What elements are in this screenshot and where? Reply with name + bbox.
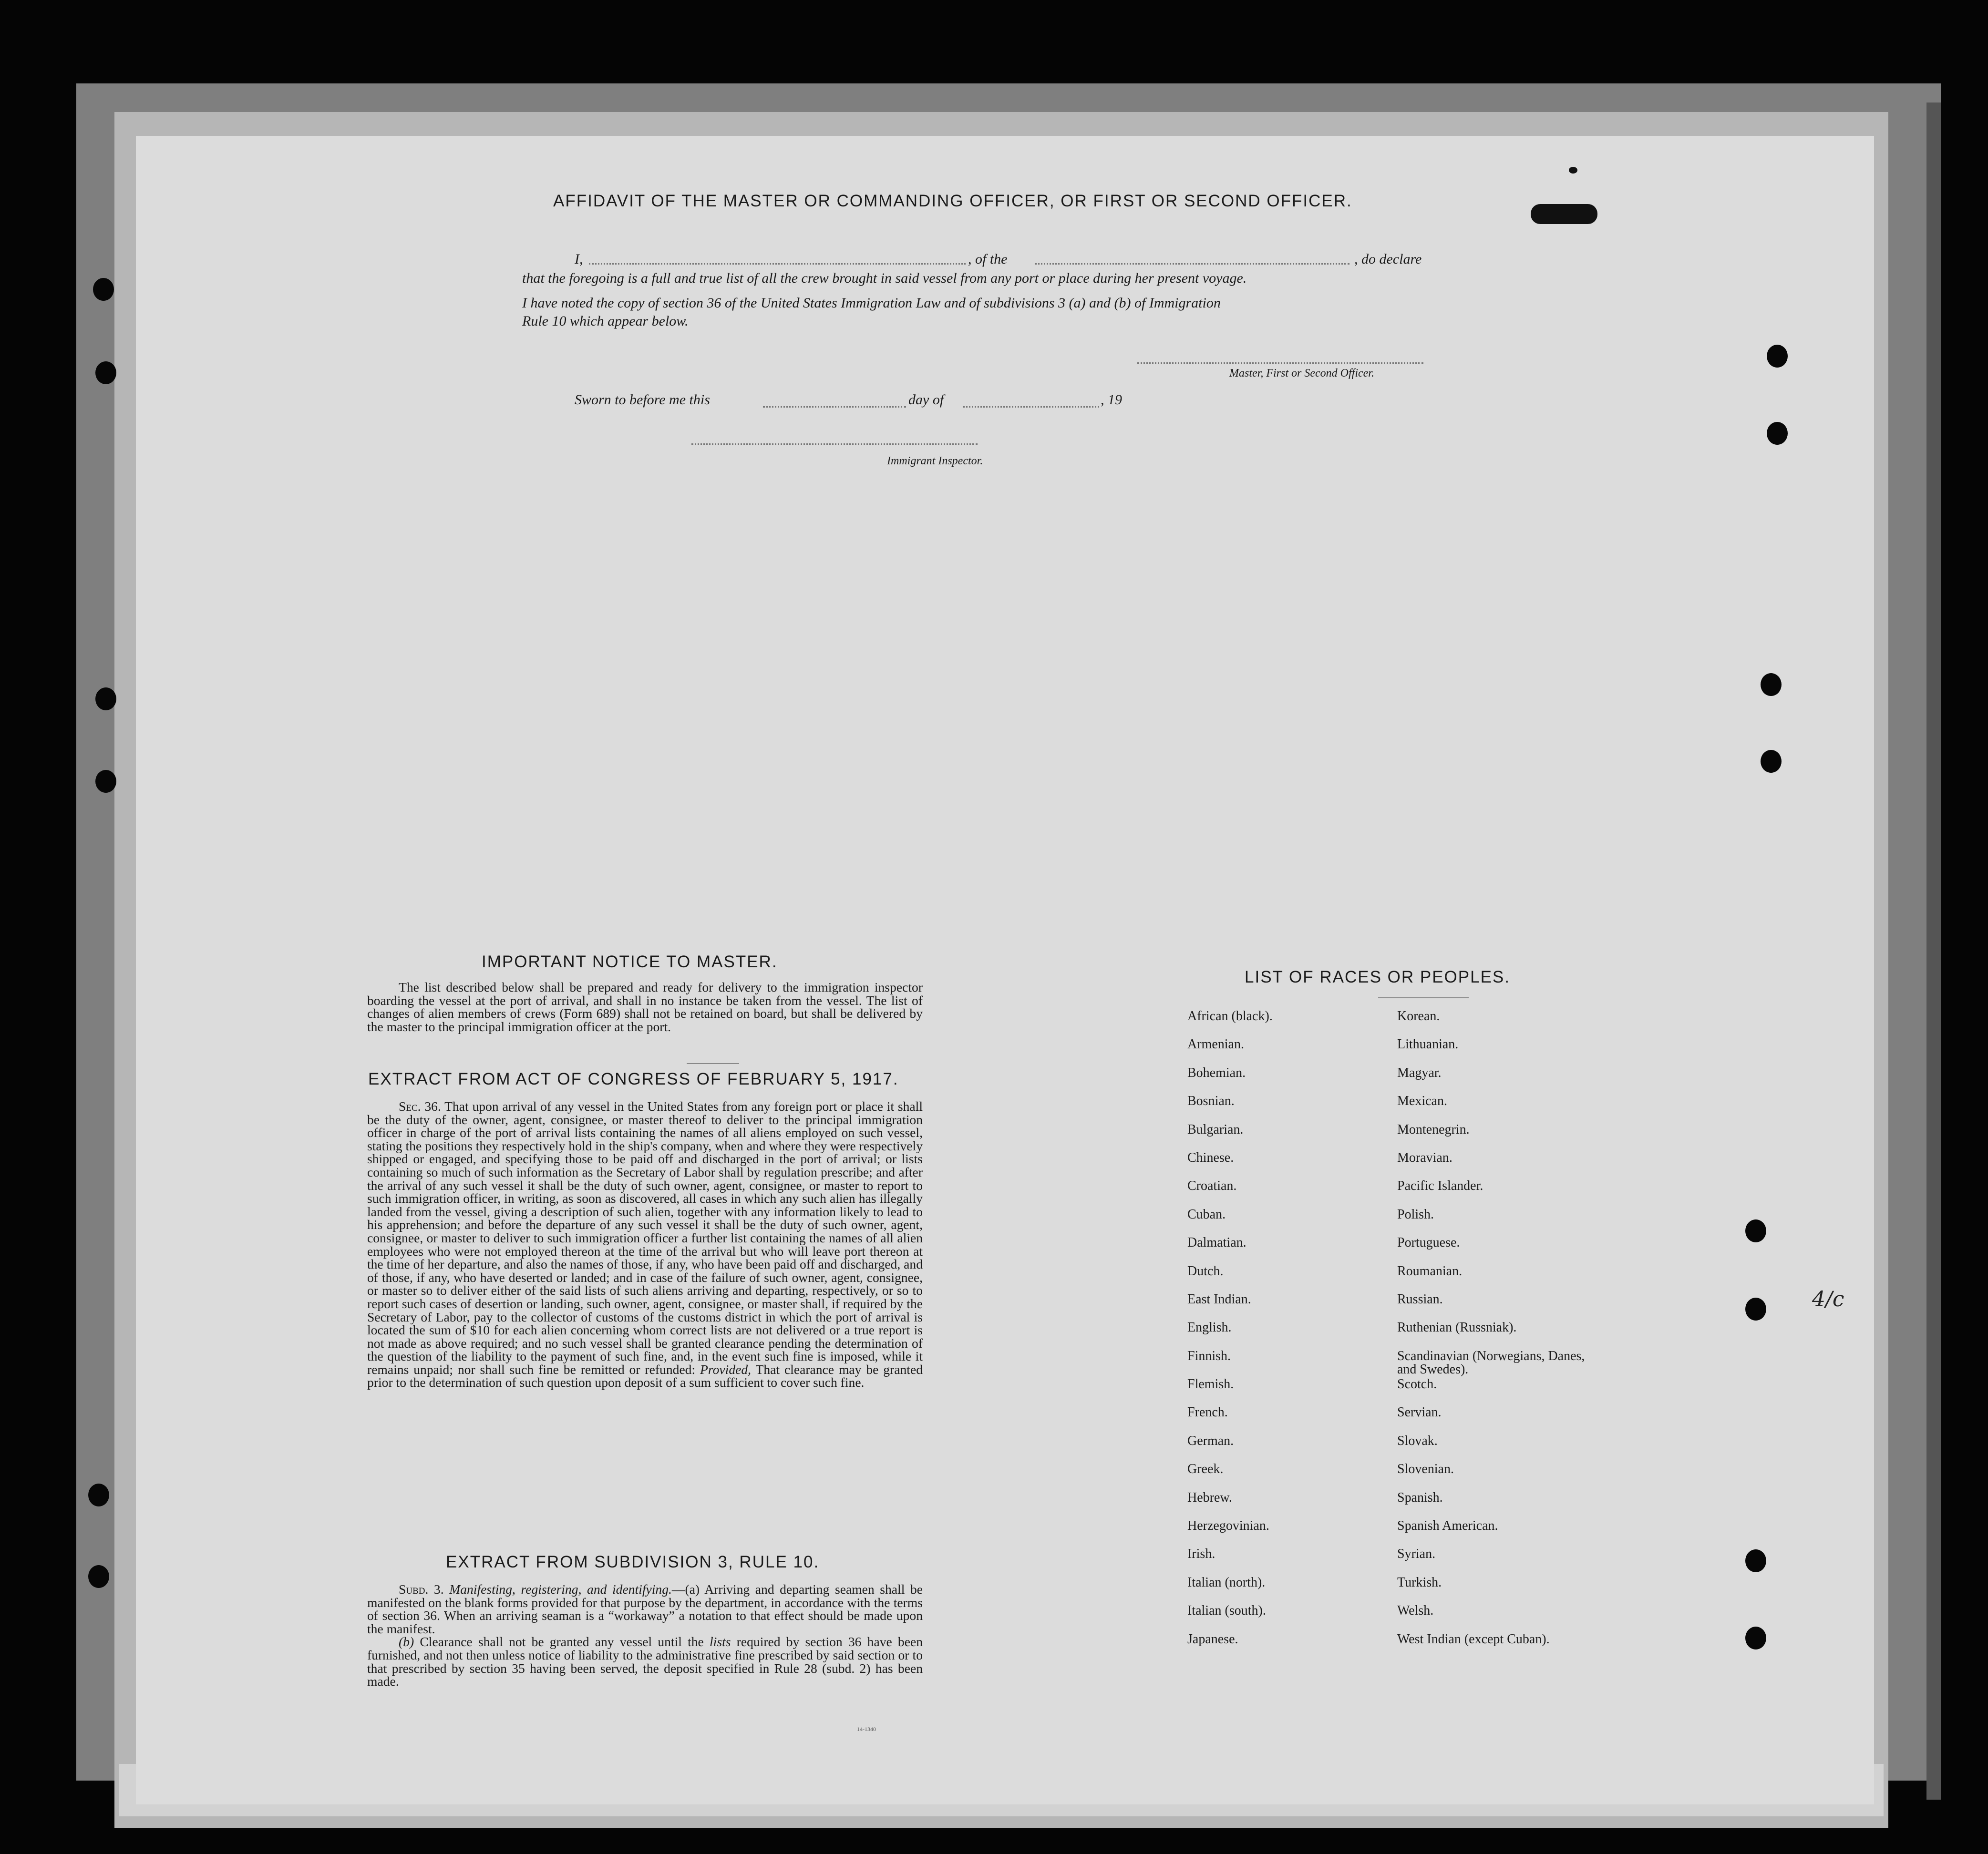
race-item: Pacific Islander.	[1397, 1178, 1483, 1194]
race-item: Spanish.	[1397, 1490, 1443, 1505]
section-36-text	[367, 1100, 923, 1389]
races-title: LIST OF RACES OR PEOPLES.	[1245, 968, 1511, 986]
race-item: Russian.	[1397, 1291, 1443, 1307]
punch-hole	[1745, 1219, 1766, 1242]
para-b-pre: Clearance shall not be granted any vessel until the	[420, 1634, 704, 1649]
race-item: Irish.	[1187, 1547, 1215, 1562]
punch-hole	[93, 278, 114, 301]
officer-caption: Master, First or Second Officer.	[1229, 367, 1374, 379]
race-item: Bosnian.	[1187, 1094, 1235, 1109]
extract-rule-body	[367, 1583, 923, 1688]
subd-3a-text	[367, 1583, 923, 1635]
race-item: Servian.	[1397, 1405, 1442, 1420]
extract-act-body	[367, 1100, 923, 1389]
race-item: English.	[1187, 1320, 1232, 1335]
race-item: Portuguese.	[1397, 1235, 1460, 1250]
sworn-year-label: , 19	[1101, 392, 1122, 408]
sworn-day-line[interactable]	[763, 406, 906, 408]
race-item: Dalmatian.	[1187, 1235, 1246, 1250]
punch-hole	[1745, 1627, 1766, 1649]
affidavit-title: AFFIDAVIT OF THE MASTER OR COMMANDING OFFICER, OR FIRST OR SECOND OFFICER.	[553, 192, 1352, 210]
race-item: East Indian.	[1187, 1291, 1251, 1307]
race-item: Herzegovinian.	[1187, 1518, 1269, 1534]
punch-hole	[1745, 1298, 1766, 1321]
section-36-main: That upon arrival of any vessel in the United States from any foreign port or place it shall be the duty of the owner, agent, consignee, or master thereof to deliver to the principal immigration officer in charge of the port of arrival lists containing the names of all aliens employed on such vessel, stating the positions they respectively hold in the ship's company, when and where they were respectively shipped or engaged, and specifying those to be paid off and discharged in the port of arrival; or lists containing so much of such information as the Secretary of Labor shall by regulation prescribe; and after the arrival of any such vessel it shall be the duty of such owner, agent, consignee, or master to report to such immigration officer, in writing, as soon as discovered, all cases in which any such alien has illegally landed from the vessel, giving a description of such alien, together with any information likely to lead to his apprehension; and before the departure of any such vessel it shall be the duty of such owner, agent, consignee, or master to deliver to such immigration officer a further list containing the names of all alien employees who were not employed thereon at the time of the arrival but who will leave port thereon at the time of her departure, and also the names of those, if any, who have been paid off and discharged, and of those, if any, who have deserted or landed; and in case of the failure of such owner, agent, consignee, or master so to deliver either of the said lists of such aliens arriving and departing, respectively, or so to report such cases of desertion or landing, such owner, agent, consignee, or master shall, if required by the Secretary of Labor, pay to the collector of customs of the customs district in which the port of arrival is located the sum of $10 for each alien concerning whom correct lists are not delivered or a true report is not made as above required; and no such vessel shall be granted clearance pending the determination of the question of the liability to the payment of such fine, and, in the event such fine is imposed, while it remains unpaid; nor shall such fine be remitted or refunded:	[367, 1099, 923, 1377]
race-item: Flemish.	[1187, 1377, 1234, 1392]
document-page	[136, 136, 1874, 1804]
race-item: Korean.	[1397, 1009, 1440, 1024]
punch-hole	[1761, 673, 1782, 696]
sworn-prefix: Sworn to before me this	[575, 392, 710, 408]
races-left-column	[1187, 1010, 1273, 1661]
race-item: Dutch.	[1187, 1263, 1224, 1279]
punch-hole	[1767, 422, 1788, 445]
race-item: German.	[1187, 1433, 1234, 1448]
punch-hole	[95, 361, 116, 384]
race-item: Welsh.	[1397, 1603, 1434, 1618]
ink-blot	[1531, 204, 1597, 224]
para-b-text: required by section 36 have been furnished, and not then unless notice of liability to the administrative fine prescribed by said section or to that prescribed by section 35 having been served, the deposit specified in Rule 28 (subd. 2) has been made.	[367, 1634, 923, 1689]
race-item: Scandinavian (Norwegians, Danes, and Swedes).	[1397, 1348, 1585, 1377]
punch-hole	[95, 770, 116, 793]
race-item: Polish.	[1397, 1207, 1434, 1222]
race-item: Finnish.	[1187, 1348, 1231, 1363]
race-item: Mexican.	[1397, 1094, 1447, 1109]
section-label: Sec. 36.	[399, 1099, 441, 1114]
extract-rule-title: EXTRACT FROM SUBDIVISION 3, RULE 10.	[446, 1553, 820, 1571]
notice-title: IMPORTANT NOTICE TO MASTER.	[482, 953, 778, 971]
race-item: Spanish American.	[1397, 1518, 1498, 1534]
race-item: Italian (south).	[1187, 1603, 1266, 1618]
affidavit-line-2: I have noted the copy of section 36 of the United States Immigration Law and of subdivisions 3 (a) and (b) of Immigration	[522, 295, 1221, 311]
race-item: Croatian.	[1187, 1178, 1237, 1194]
para-b-lists: lists	[710, 1634, 731, 1649]
inspector-signature-line[interactable]	[691, 443, 978, 445]
race-item: Japanese.	[1187, 1631, 1238, 1647]
notice-text: The list described below shall be prepared and ready for delivery to the immigration inspector boarding the vessel at the port of arrival, and shall in no instance be taken from the vessel. The list of changes of alien members of crews (Form 689) shall not be retained on board, but shall be delivered by the master to the principal immigration officer at the port.	[367, 980, 923, 1034]
race-item: Greek.	[1187, 1462, 1224, 1477]
punch-hole	[95, 687, 116, 710]
vessel-name-line[interactable]	[1035, 263, 1349, 265]
punch-hole	[1745, 1549, 1766, 1572]
sworn-day-label: day of	[908, 392, 944, 408]
ink-speck	[1569, 167, 1577, 174]
punch-hole	[1761, 750, 1782, 773]
race-item: Scotch.	[1397, 1377, 1437, 1392]
para-a-label: —(a)	[671, 1582, 700, 1597]
punch-hole	[88, 1484, 109, 1506]
subd-label: Subd. 3.	[399, 1582, 444, 1597]
race-item: Bulgarian.	[1187, 1122, 1244, 1137]
form-code: 14-1340	[857, 1726, 876, 1732]
section-36-end: That clearance may be granted prior to the determination of such question upon deposit of a sum sufficient to cover such fine.	[367, 1362, 923, 1390]
race-item: Armenian.	[1187, 1037, 1244, 1052]
do-declare-label: , do declare	[1354, 251, 1422, 267]
race-item: Bohemian.	[1187, 1065, 1246, 1080]
race-item: Ruthenian (Russniak).	[1397, 1320, 1517, 1335]
notice-body	[367, 981, 923, 1033]
affidavit-line-3: Rule 10 which appear below.	[522, 313, 689, 329]
race-item: Slovak.	[1397, 1433, 1438, 1448]
divider	[1378, 997, 1469, 998]
inspector-caption: Immigrant Inspector.	[887, 455, 983, 467]
backing-board-edge	[1926, 102, 1941, 1800]
provided-label: Provided,	[700, 1362, 752, 1377]
race-item: French.	[1187, 1405, 1228, 1420]
race-item: African (black).	[1187, 1009, 1273, 1024]
race-item: Slovenian.	[1397, 1462, 1454, 1477]
para-b-label: (b)	[399, 1634, 414, 1649]
race-item: West Indian (except Cuban).	[1397, 1631, 1550, 1647]
race-item: Turkish.	[1397, 1575, 1442, 1590]
subd-heading: Manifesting, registering, and identifying.	[449, 1582, 672, 1597]
race-item: Roumanian.	[1397, 1263, 1463, 1279]
races-right-column	[1397, 1010, 1607, 1661]
race-item: Italian (north).	[1187, 1575, 1266, 1590]
race-item: Chinese.	[1187, 1150, 1234, 1165]
race-item: Montenegrin.	[1397, 1122, 1470, 1137]
race-item: Moravian.	[1397, 1150, 1452, 1165]
punch-hole	[88, 1565, 109, 1588]
declarant-prefix: I,	[575, 251, 583, 267]
handwritten-margin-mark: 4/c	[1812, 1287, 1844, 1311]
race-item: Lithuanian.	[1397, 1037, 1459, 1052]
race-item: Magyar.	[1397, 1065, 1442, 1080]
race-item: Cuban.	[1187, 1207, 1226, 1222]
officer-signature-line[interactable]	[1137, 362, 1423, 364]
punch-hole	[1767, 345, 1788, 368]
extract-act-title: EXTRACT FROM ACT OF CONGRESS OF FEBRUARY 5, 1917.	[368, 1070, 899, 1088]
subd-3b-text	[367, 1635, 923, 1688]
race-item: Hebrew.	[1187, 1490, 1232, 1505]
of-the-label: , of the	[968, 251, 1008, 267]
para-a-text: Arriving and departing seamen shall be manifested on the blank forms provided for that purpose by the department, in accordance with the terms of section 36. When an arriving seaman is a “workaway” a notation to that effect should be made upon the manifest.	[367, 1582, 923, 1636]
affidavit-line-1: that the foregoing is a full and true list of all the crew brought in said vessel from any port or place during her present voyage.	[522, 270, 1247, 286]
declarant-name-line[interactable]	[589, 263, 966, 265]
race-item: Syrian.	[1397, 1547, 1436, 1562]
sworn-month-line[interactable]	[963, 406, 1099, 408]
divider	[687, 1063, 739, 1064]
